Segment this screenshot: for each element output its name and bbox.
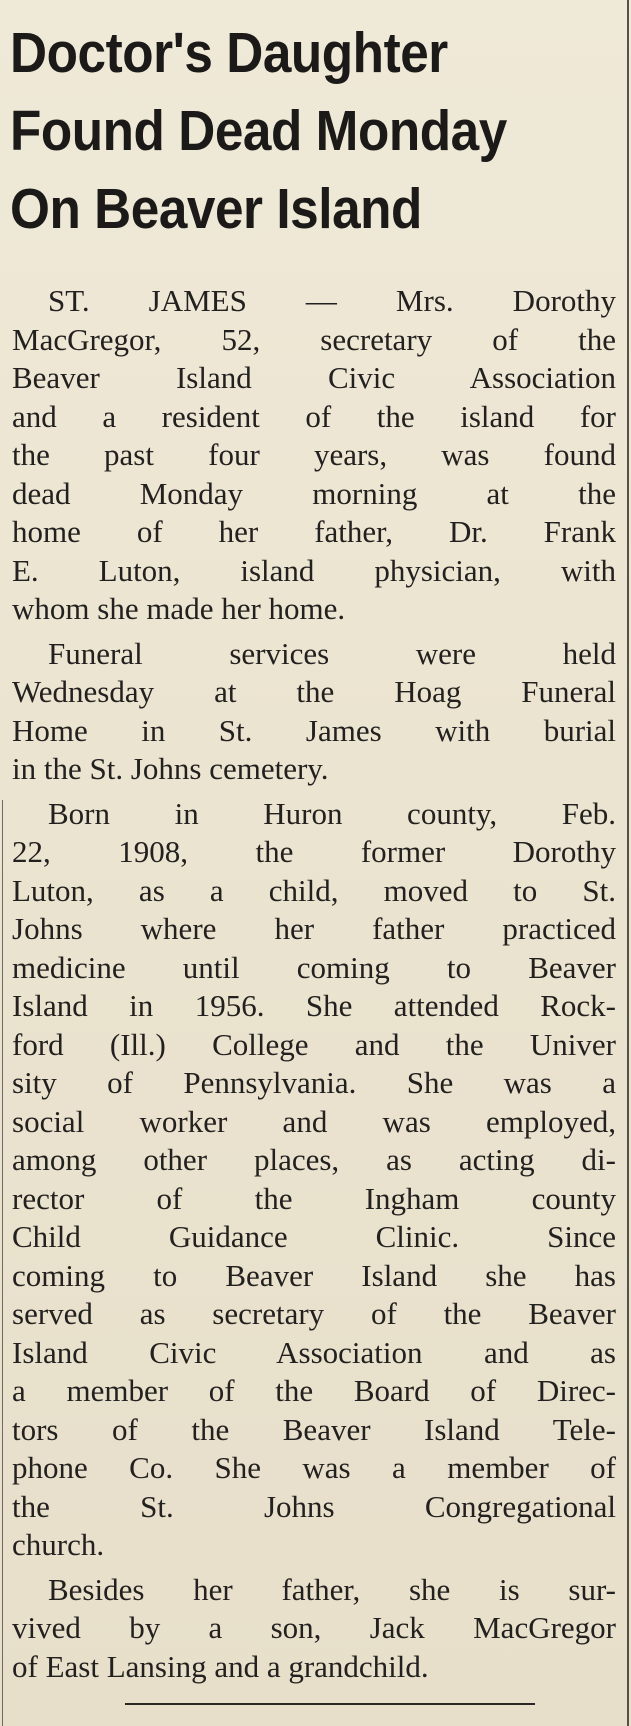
- column-rule-left: [2, 800, 3, 1726]
- headline-line: On Beaver Island: [10, 177, 422, 241]
- body-line: ford (Ill.) College and the Univer: [12, 1026, 616, 1062]
- body-line: phone Co. She was a member of: [12, 1450, 616, 1485]
- headline: [10, 14, 550, 248]
- headline-line: Doctor's Daughter: [10, 21, 448, 85]
- body-line: tors of the Beaver Island Tele-: [12, 1411, 616, 1447]
- body-line: Beaver Island Civic Association: [12, 360, 616, 395]
- body-line: ST. JAMES — Mrs. Dorothy: [48, 283, 616, 318]
- paragraph-funeral: [12, 635, 616, 789]
- body-line: medicine until coming to Beaver: [12, 949, 616, 985]
- paragraph-survivors: [12, 1571, 616, 1687]
- body-line: Johns where her father practiced: [12, 911, 616, 946]
- body-line: whom she made her home.: [12, 591, 346, 626]
- body-line: social worker and was employed,: [12, 1103, 616, 1139]
- body-line: among other places, as acting di-: [12, 1142, 616, 1177]
- body-line: Wednesday at the Hoag Funeral: [12, 674, 616, 709]
- body-line: 22, 1908, the former Dorothy: [12, 834, 616, 869]
- headline-line: Found Dead Monday: [10, 99, 507, 163]
- body-line: church.: [12, 1527, 105, 1562]
- paragraph-biography: [12, 795, 616, 1565]
- body-line: Island Civic Association and as: [12, 1334, 616, 1370]
- body-line: of East Lansing and a grandchild.: [12, 1648, 429, 1684]
- body-line: MacGregor, 52, secretary of the: [12, 321, 616, 357]
- body-line: sity of Pennsylvania. She was a: [12, 1065, 616, 1100]
- body-line: a member of the Board of Direc-: [12, 1373, 616, 1408]
- end-of-article-rule: [125, 1703, 535, 1705]
- body-line: Island in 1956. She attended Rock-: [12, 988, 616, 1023]
- body-line: Besides her father, she is sur-: [48, 1571, 616, 1607]
- body-line: Child Guidance Clinic. Since: [12, 1219, 616, 1254]
- body-line: served as secretary of the Beaver: [12, 1296, 616, 1331]
- body-line: E. Luton, island physician, with: [12, 552, 616, 588]
- body-line: rector of the Ingham county: [12, 1180, 616, 1216]
- body-line: Luton, as a child, moved to St.: [12, 872, 616, 908]
- paragraph-dateline: [12, 282, 616, 629]
- body-line: coming to Beaver Island she has: [12, 1257, 616, 1293]
- body-line: home of her father, Dr. Frank: [12, 514, 616, 549]
- body-line: dead Monday morning at the: [12, 475, 616, 511]
- body-line: the St. Johns Congregational: [12, 1488, 616, 1524]
- body-line: and a resident of the island for: [12, 398, 616, 434]
- body-line: the past four years, was found: [12, 437, 616, 472]
- body-line: in the St. Johns cemetery.: [12, 751, 329, 786]
- column-rule-right: [627, 0, 629, 1726]
- body-line: Home in St. James with burial: [12, 712, 616, 748]
- body-line: vived by a son, Jack MacGregor: [12, 1610, 616, 1645]
- body-line: Funeral services were held: [48, 635, 616, 671]
- article-body: [12, 282, 616, 1692]
- body-line: Born in Huron county, Feb.: [48, 795, 616, 831]
